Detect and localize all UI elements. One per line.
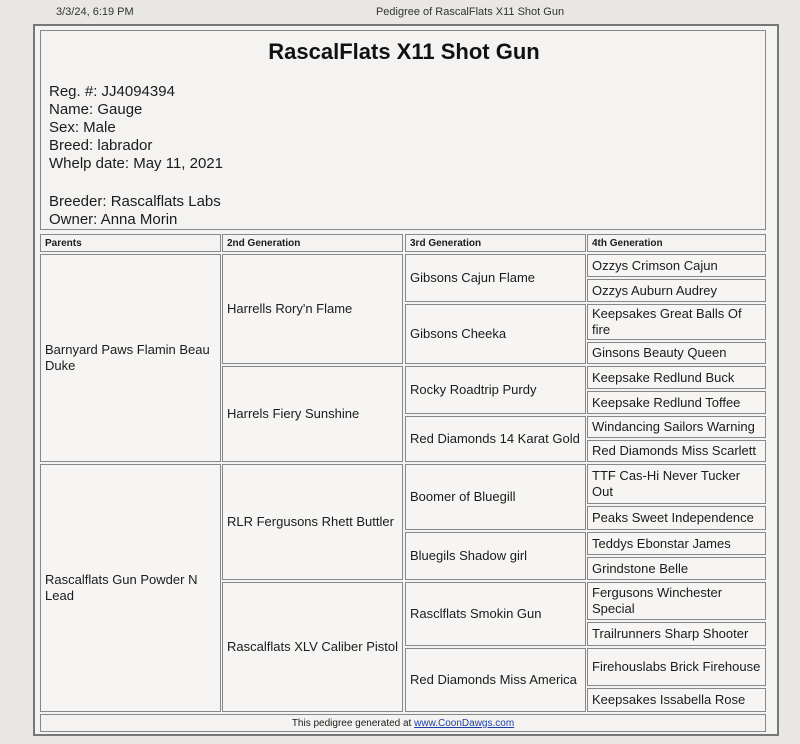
gen4-name: Firehouslabs Brick Firehouse: [592, 659, 761, 674]
gen4-name: Keepsakes Great Balls Of fire: [592, 306, 742, 337]
gen4-name: Red Diamonds Miss Scarlett: [592, 443, 756, 458]
sire-cell: [40, 254, 221, 462]
owner: Owner: Anna Morin: [49, 211, 178, 228]
gen3-cell: [405, 416, 586, 462]
gen3-cell: [405, 254, 586, 302]
gen2-cell: [222, 366, 403, 462]
gen3-cell: [405, 582, 586, 646]
gen3-cell: [405, 366, 586, 414]
footer-text: This pedigree generated at: [291, 718, 415, 729]
gen3-cell: [405, 464, 586, 530]
print-page-title: Pedigree of RascalFlats X11 Shot Gun: [375, 6, 565, 18]
gen4-name: Windancing Sailors Warning: [592, 419, 755, 434]
gen3-name: Red Diamonds 14 Karat Gold: [410, 431, 580, 446]
gen3-cell: [405, 304, 586, 364]
gen4-cell: [587, 464, 766, 504]
gen4-cell: [587, 532, 766, 555]
gen4-cell: [587, 342, 766, 364]
gen4-cell: [587, 366, 766, 389]
gen4-cell: [587, 688, 766, 712]
footer-link[interactable]: www.CoonDawgs.com: [414, 718, 515, 729]
gen4-name: Keepsake Redlund Buck: [592, 369, 735, 385]
reg-number: Reg. #: JJ4094394: [49, 83, 175, 100]
gen2-name: Harrells Rory'n Flame: [227, 301, 353, 316]
gen2-name: Rascalflats XLV Caliber Pistol: [227, 639, 398, 654]
gen4-cell: [587, 440, 766, 462]
ownership-details: [49, 193, 221, 229]
print-header: [0, 0, 800, 24]
gen4-cell: [587, 582, 766, 620]
pedigree-footer: [40, 714, 766, 732]
dog-name: Name: Gauge: [49, 101, 143, 118]
gen4-name: TTF Cas-Hi Never Tucker Out: [592, 468, 741, 499]
gen3-name: Rocky Roadtrip Purdy: [410, 382, 537, 397]
dog-sex: Sex: Male: [49, 119, 116, 136]
column-header-gen2: 2nd Generation: [222, 234, 403, 252]
gen3-name: Boomer of Bluegill: [410, 489, 516, 504]
gen4-cell: [587, 622, 766, 646]
gen2-name: RLR Fergusons Rhett Buttler: [227, 514, 394, 529]
gen4-cell: [587, 648, 766, 686]
gen3-cell: [405, 648, 586, 712]
gen2-cell: [222, 582, 403, 712]
gen4-cell: [587, 254, 766, 277]
gen3-name: Rasclflats Smokin Gun: [410, 606, 542, 621]
gen4-name: Grindstone Belle: [592, 560, 689, 576]
gen4-name: Ginsons Beauty Queen: [592, 345, 727, 360]
gen3-name: Bluegils Shadow girl: [410, 548, 528, 563]
gen4-cell: [587, 506, 766, 530]
print-date: 3/3/24, 6:19 PM: [56, 6, 134, 18]
gen2-cell: [222, 254, 403, 364]
whelp-date: Whelp date: May 11, 2021: [49, 155, 223, 172]
gen4-cell: [587, 557, 766, 580]
gen4-cell: [587, 304, 766, 340]
column-header-parents: Parents: [40, 234, 221, 252]
gen4-cell: [587, 279, 766, 302]
gen4-name: Keepsake Redlund Toffee: [592, 394, 741, 410]
dam-cell: [40, 464, 221, 712]
breeder: Breeder: Rascalflats Labs: [49, 193, 221, 210]
gen4-name: Teddys Ebonstar James: [592, 535, 731, 551]
dam-name: Rascalflats Gun Powder N Lead: [45, 572, 198, 603]
gen4-name: Ozzys Auburn Audrey: [592, 282, 718, 298]
gen4-cell: [587, 391, 766, 414]
gen4-name: Fergusons Winchester Special: [592, 585, 723, 616]
registration-details: [49, 83, 223, 173]
document-title: RascalFlats X11 Shot Gun: [268, 39, 540, 64]
gen3-name: Red Diamonds Miss America: [410, 672, 577, 687]
gen3-cell: [405, 532, 586, 580]
gen3-name: Gibsons Cajun Flame: [410, 270, 535, 285]
column-header-gen4: 4th Generation: [587, 234, 766, 252]
gen4-name: Ozzys Crimson Cajun: [592, 257, 718, 273]
gen4-name: Peaks Sweet Independence: [592, 510, 754, 525]
gen2-cell: [222, 464, 403, 580]
gen3-name: Gibsons Cheeka: [410, 326, 507, 341]
gen4-name: Keepsakes Issabella Rose: [592, 692, 746, 707]
dog-info-box: [40, 30, 766, 230]
column-header-gen3: 3rd Generation: [405, 234, 586, 252]
gen4-name: Trailrunners Sharp Shooter: [592, 626, 749, 641]
dog-breed: Breed: labrador: [49, 137, 153, 154]
gen4-cell: [587, 416, 766, 438]
sire-name: Barnyard Paws Flamin Beau Duke: [45, 342, 210, 373]
gen2-name: Harrels Fiery Sunshine: [227, 406, 360, 421]
